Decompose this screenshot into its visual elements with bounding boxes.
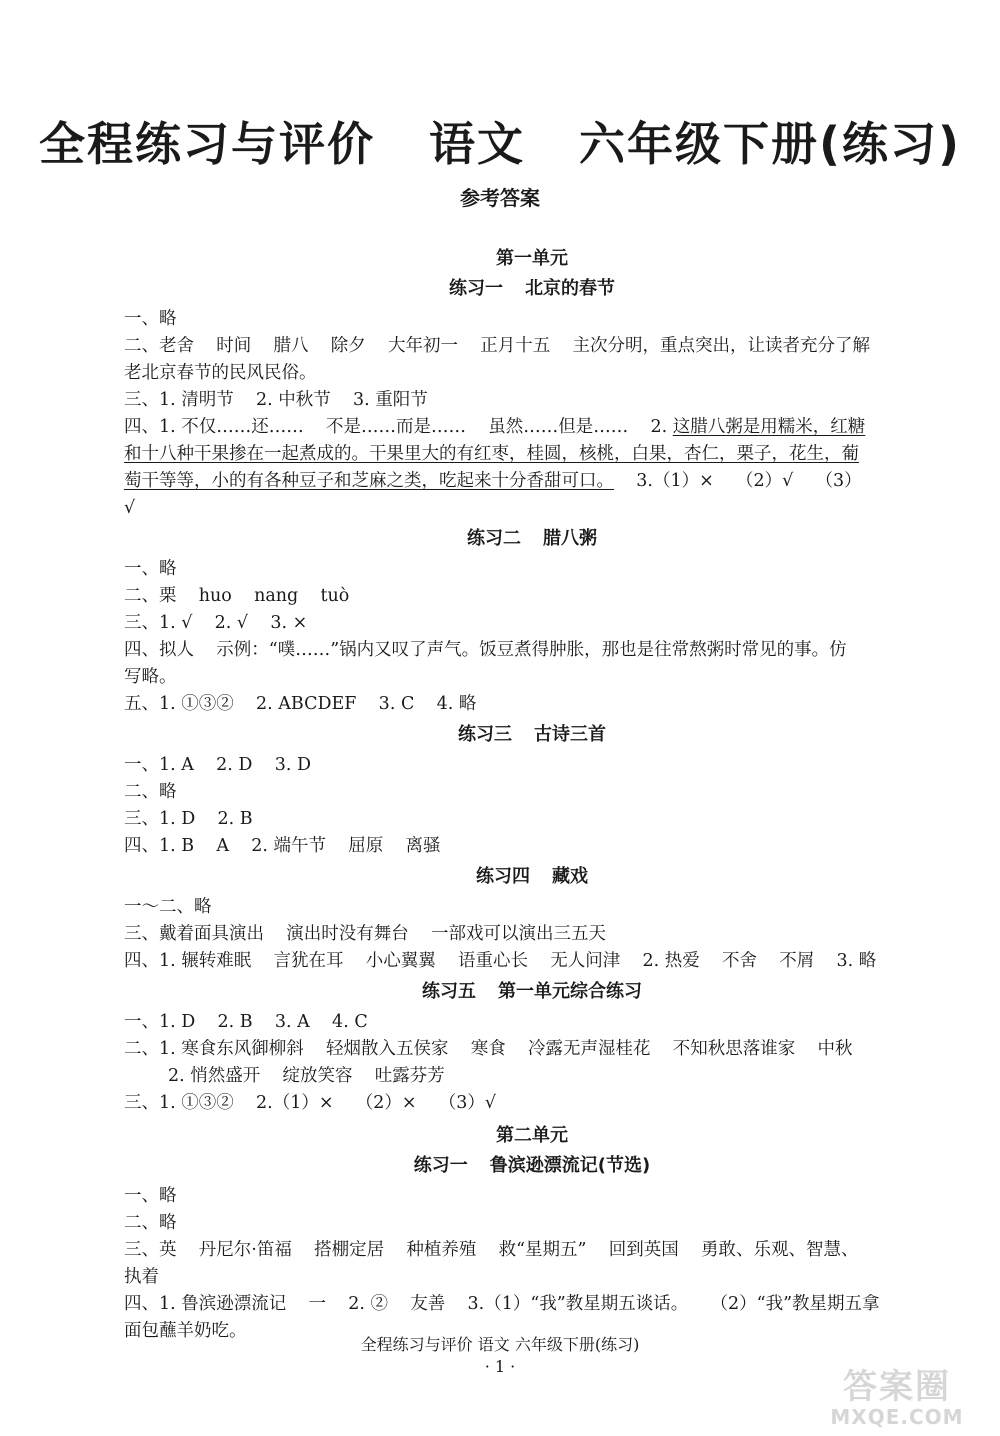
answer-line [124, 1183, 940, 1210]
page-subtitle: 参考答案 [460, 186, 540, 210]
answer-line [124, 495, 940, 522]
answer-line [124, 691, 940, 718]
exercise-title: 鲁滨逊漂流记(节选) [489, 1155, 651, 1176]
answer-line [124, 833, 940, 860]
answer-text: 执着 [124, 1267, 159, 1287]
answer-line [124, 468, 940, 495]
exercise-number: 练习四 [476, 866, 530, 887]
answer-text: 二、略 [124, 1213, 177, 1233]
exercise-title: 腊八粥 [543, 528, 597, 549]
answer-text: 一、略 [124, 309, 177, 329]
answer-text: 三、1. D 2. B [124, 809, 253, 829]
answer-line [124, 333, 940, 360]
answer-line [124, 637, 940, 664]
watermark-text: 答案圈 [843, 1367, 951, 1407]
answer-line [124, 556, 940, 583]
answer-text: 写略。 [124, 667, 177, 687]
answer-line [124, 1210, 940, 1237]
answer-line [124, 306, 940, 333]
exercise-title: 第一单元综合练习 [498, 981, 642, 1002]
answer-text: 一、1. A 2. D 3. D [124, 755, 311, 775]
exercise-heading [124, 1149, 940, 1183]
exercise-title: 古诗三首 [534, 724, 606, 745]
exercise-heading [124, 522, 940, 556]
answer-text-tail: 3.（1）× （2）√ （3） [614, 471, 862, 491]
watermark-url: MXQE.COM [830, 1405, 964, 1429]
answer-text: 四、1. 不仅……还…… 不是……而是…… 虽然……但是…… 2. [124, 417, 673, 437]
watermark-logo [812, 1368, 982, 1428]
answer-text: 二、栗 huo nang tuò [124, 586, 350, 606]
exercise-number: 练习五 [422, 981, 476, 1002]
footer-running-title: 全程练习与评价 语文 六年级下册(练习) [360, 1335, 640, 1354]
answer-line [124, 921, 940, 948]
answer-text: 一、1. D 2. B 3. A 4. C [124, 1012, 368, 1032]
unit-heading: 第一单元 [496, 248, 568, 269]
title-part-subject: 语文 [428, 117, 525, 171]
answer-line [124, 1063, 940, 1090]
exercise-number: 练习二 [467, 528, 521, 549]
answer-line [124, 894, 940, 921]
answer-line [124, 806, 940, 833]
answer-text: 四、拟人 示例：“噗……”锅内又叹了声气。饭豆煮得肿胀，那也是往常熬粥时常见的事。仿 [124, 640, 847, 660]
exercise-title: 北京的春节 [525, 278, 615, 299]
answer-line [124, 360, 940, 387]
answer-text: 三、1. 清明节 2. 中秋节 3. 重阳节 [124, 390, 428, 410]
answer-text: 三、1. ①③② 2.（1）× （2）× （3）√ [124, 1093, 497, 1113]
answer-text: 二、略 [124, 782, 177, 802]
underlined-answer-text: 萄干等等，小的有各种豆子和芝麻之类，吃起来十分香甜可口。 [124, 471, 614, 491]
title-part-grade: 六年级下册(练习) [578, 117, 962, 171]
answer-text: 一、略 [124, 1186, 177, 1206]
exercise-heading [124, 860, 940, 894]
answer-text: 四、1. 辗转难眠 言犹在耳 小心翼翼 语重心长 无人问津 2. 热爱 不舍 不屑 3. 略 [124, 951, 877, 971]
title-part-series: 全程练习与评价 [38, 117, 375, 171]
answer-line [124, 387, 940, 414]
exercise-title: 藏戏 [552, 866, 588, 887]
answer-text: 一～二、略 [124, 897, 212, 917]
answer-line [124, 1264, 940, 1291]
answer-line [124, 1009, 940, 1036]
answer-text: √ [124, 498, 136, 518]
answer-text: 2. 悄然盛开 绽放笑容 吐露芬芳 [168, 1066, 445, 1086]
answer-line [124, 664, 940, 691]
answer-text: 面包蘸羊奶吃。 [124, 1321, 247, 1341]
answer-text: 老北京春节的民风民俗。 [124, 363, 317, 383]
answer-text: 三、1. √ 2. √ 3. × [124, 613, 308, 633]
exercise-heading [124, 975, 940, 1009]
exercise-heading [124, 272, 940, 306]
exercise-heading [124, 718, 940, 752]
answer-text: 一、略 [124, 559, 177, 579]
page-number: · 1 · [484, 1357, 516, 1376]
answer-line [124, 441, 940, 468]
answer-text: 四、1. B A 2. 端午节 屈原 离骚 [124, 836, 441, 856]
answer-content [124, 240, 940, 1345]
answer-text: 四、1. 鲁滨逊漂流记 一 2. ② 友善 3.（1）“我”教星期五谈话。 （2）“我”教星期五拿 [124, 1294, 880, 1314]
answer-text: 五、1. ①③② 2. ABCDEF 3. C 4. 略 [124, 694, 477, 714]
page-title [0, 108, 1000, 174]
answer-line [124, 1036, 940, 1063]
answer-text: 二、老舍 时间 腊八 除夕 大年初一 正月十五 主次分明，重点突出，让读者充分了解 [124, 336, 871, 356]
answer-line [124, 583, 940, 610]
underlined-answer-text: 这腊八粥是用糯米，红糖 [672, 417, 866, 437]
underlined-answer-text: 和十八种干果掺在一起煮成的。干果里大的有红枣，桂圆，核桃，白果，杏仁，栗子，花生，葡 [124, 444, 859, 464]
answer-line [124, 752, 940, 779]
answer-line [124, 610, 940, 637]
answer-line [124, 779, 940, 806]
exercise-number: 练习一 [413, 1155, 468, 1176]
answer-line [124, 414, 940, 441]
answer-text: 三、英 丹尼尔·笛福 搭棚定居 种植养殖 救“星期五” 回到英国 勇敢、乐观、智慧、 [124, 1240, 859, 1260]
answer-line [124, 948, 940, 975]
answer-text: 三、戴着面具演出 演出时没有舞台 一部戏可以演出三五天 [124, 924, 607, 944]
answer-line [124, 1291, 940, 1318]
answer-line [124, 1090, 940, 1117]
exercise-number: 练习三 [458, 724, 512, 745]
unit-heading: 第二单元 [496, 1125, 568, 1146]
answer-line [124, 1237, 940, 1264]
answer-text: 二、1. 寒食东风御柳斜 轻烟散入五侯家 寒食 冷露无声湿桂花 不知秋思落谁家 中秋 [124, 1039, 853, 1059]
exercise-number: 练习一 [449, 278, 503, 299]
